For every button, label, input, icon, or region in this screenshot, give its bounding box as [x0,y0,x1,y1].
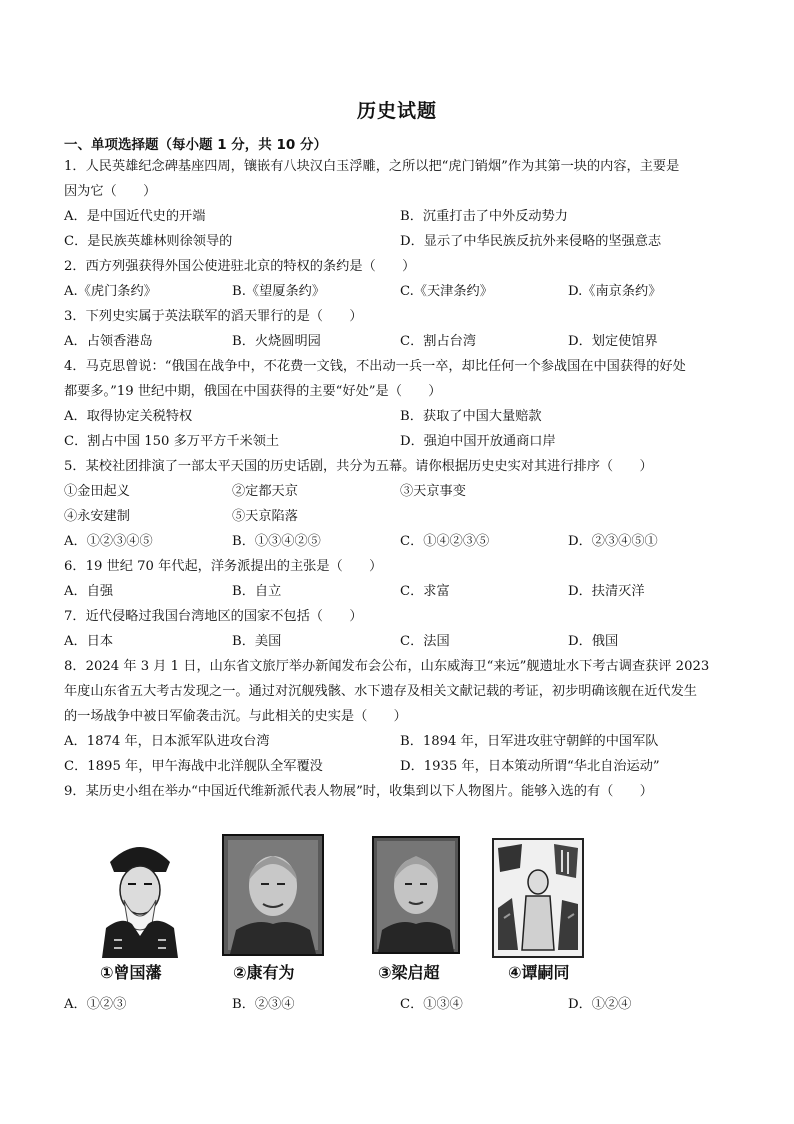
q8-option-a: A．1874 年，日本派军队进攻台湾 [64,734,270,749]
q3-option-c: C．割占台湾 [400,334,477,349]
q4-option-d: D．强迫中国开放通商口岸 [400,434,556,449]
q5-option-c: C．①④②③⑤ [400,534,490,549]
q8-stem-line-1: 8．2024 年 3 月 1 日，山东省文旅厅举办新闻发布会公布，山东威海卫“来远”舰遗址水下考古调查获评 2023 [64,659,710,674]
q6-option-d: D．扶清灭洋 [568,584,645,599]
q8-option-d: D．1935 年，日本策动所谓“华北自治运动” [400,759,660,774]
portrait-caption-2: ②康有为 [233,963,295,982]
q2-option-a: A.《虎门条约》 [64,284,157,299]
q9-option-b: B．②③④ [232,997,295,1012]
q5-item-4: ④永安建制 [64,509,130,524]
q5-item-3: ③天京事变 [400,484,466,499]
q8-option-b: B．1894 年，日军进攻驻守朝鲜的中国军队 [400,734,659,749]
q4-option-a: A．取得协定关税特权 [64,409,193,424]
q5-option-b: B．①③④②⑤ [232,534,321,549]
q2-option-d: D.《南京条约》 [568,284,662,299]
q2-option-b: B.《望厦条约》 [232,284,326,299]
q9-option-a: A．①②③ [64,997,127,1012]
portrait-caption-4: ④谭嗣同 [508,963,570,982]
q3-stem: 3．下列史实属于英法联军的滔天罪行的是（ ） [64,309,363,324]
q3-option-d: D．划定使馆界 [568,334,658,349]
portrait-caption-1: ①曾国藩 [100,963,162,982]
q1-stem-line-1: 1．人民英雄纪念碑基座四周，镶嵌有八块汉白玉浮雕，之所以把“虎门销烟”作为其第一块的内容，主要是 [64,159,680,174]
q3-option-b: B．火烧圆明园 [232,334,321,349]
q7-option-a: A．日本 [64,634,114,649]
portrait-caption-3: ③梁启超 [378,963,440,982]
section-heading: 一、单项选择题（每小题 1 分，共 10 分） [64,137,327,153]
q9-stem: 9．某历史小组在举办“中国近代维新派代表人物展”时，收集到以下人物图片。能够入选的有（ ） [64,784,653,799]
q6-option-c: C．求富 [400,584,450,599]
q3-option-a: A．占领香港岛 [64,334,153,349]
portrait-kang-youwei [222,834,324,956]
portrait-tan-sitong [492,838,584,958]
q1-stem-line-2: 因为它（ ） [64,184,157,199]
q5-item-5: ⑤天京陷落 [232,509,298,524]
q1-option-a: A．是中国近代史的开端 [64,209,206,224]
q8-option-c: C．1895 年，甲午海战中北洋舰队全军覆没 [64,759,323,774]
q4-option-c: C．割占中国 150 多万平方千米领土 [64,434,280,449]
q7-option-b: B．美国 [232,634,282,649]
page-title: 历史试题 [356,100,437,122]
q2-stem: 2．西方列强获得外国公使进驻北京的特权的条约是（ ） [64,259,416,274]
q1-option-c: C．是民族英雄林则徐领导的 [64,234,233,249]
q8-stem-line-2: 年度山东省五大考古发现之一。通过对沉舰残骸、水下遗存及相关文献记载的考证，初步明确该舰在近代发生 [64,684,697,699]
q1-option-b: B．沉重打击了中外反动势力 [400,209,568,224]
q5-item-2: ②定都天京 [232,484,298,499]
q1-option-d: D．显示了中华民族反抗外来侵略的坚强意志 [400,234,662,249]
q8-stem-line-3: 的一场战争中被日军偷袭击沉。与此相关的史实是（ ） [64,709,407,724]
q6-option-b: B．自立 [232,584,282,599]
q7-option-c: C．法国 [400,634,450,649]
q6-stem: 6．19 世纪 70 年代起，洋务派提出的主张是（ ） [64,559,383,574]
q7-stem: 7．近代侵略过我国台湾地区的国家不包括（ ） [64,609,363,624]
q9-option-c: C．①③④ [400,997,463,1012]
q7-option-d: D．俄国 [568,634,619,649]
q5-option-d: D．②③④⑤① [568,534,658,549]
q4-option-b: B．获取了中国大量赔款 [400,409,542,424]
q5-item-1: ①金田起义 [64,484,130,499]
q4-stem-line-2: 都要多。”19 世纪中期，俄国在中国获得的主要“好处”是（ ） [64,384,442,399]
portrait-zeng-guofan [92,832,188,958]
q4-stem-line-1: 4．马克思曾说：“俄国在战争中，不花费一文钱，不出动一兵一卒，却比任何一个参战国在中国获得的好处 [64,359,686,374]
q9-option-d: D．①②④ [568,997,632,1012]
q5-stem: 5．某校社团排演了一部太平天国的历史话剧，共分为五幕。请你根据历史史实对其进行排序（ ） [64,459,653,474]
q2-option-c: C.《天津条约》 [400,284,493,299]
q6-option-a: A．自强 [64,584,114,599]
portrait-liang-qichao [372,836,460,954]
q5-option-a: A．①②③④⑤ [64,534,153,549]
